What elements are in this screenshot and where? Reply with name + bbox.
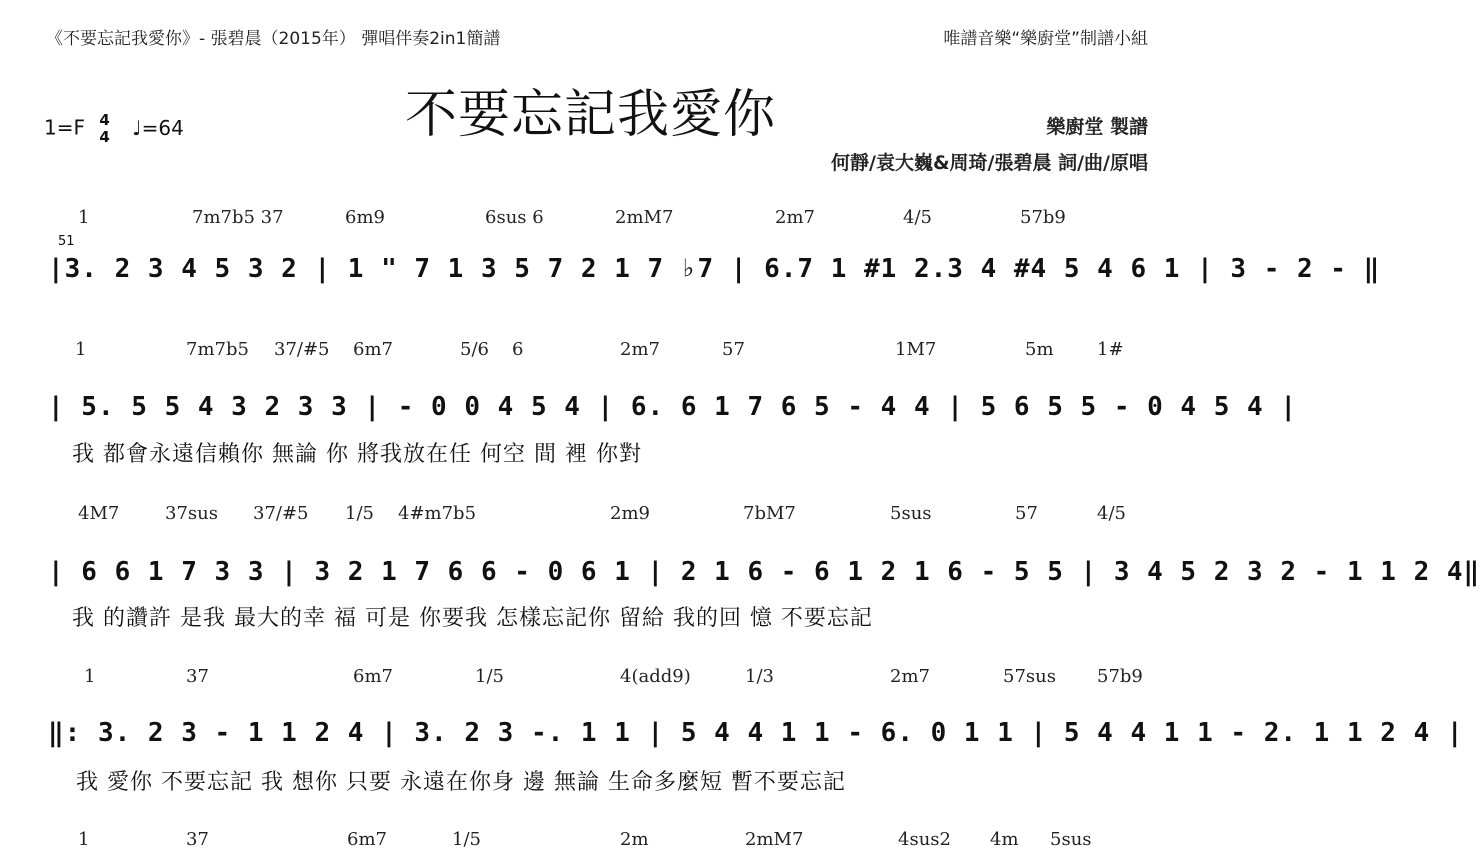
chord: 1# xyxy=(1097,339,1124,360)
chord: 6m9 xyxy=(345,207,385,228)
chord: 2m9 xyxy=(610,503,650,524)
authors-credit: 何靜/袁大巍&周琦/張碧晨 詞/曲/原唱 xyxy=(831,152,1148,174)
chord: 4(add9) xyxy=(620,666,691,687)
notation-line: ‖: 3. 2 3 - 1 1 2 4 | 3. 2 3 -. 1 1 | 5 4 4 1 1 - 6. 0 1 1 | 5 4 4 1 1 - 2. 1 1 2 4 | xyxy=(48,718,1464,748)
chord: 6m7 xyxy=(353,339,393,360)
chord: 2mM7 xyxy=(615,207,674,228)
chord: 7m7b5 37 xyxy=(192,207,284,228)
chord: 1/5 xyxy=(345,503,374,524)
chord: 4m xyxy=(990,829,1019,850)
chord: 6sus 6 xyxy=(485,207,544,228)
tempo: ♩=64 xyxy=(132,115,184,140)
time-top: 4 xyxy=(99,111,110,129)
lyrics-line: 我 都會永遠信賴你 無論 你 將我放在任 何空 間 裡 你對 xyxy=(72,442,642,467)
chord: 37sus xyxy=(165,503,218,524)
chord: 4#m7b5 xyxy=(398,503,477,524)
chord: 1/5 xyxy=(475,666,504,687)
chord: 7m7b5 xyxy=(186,339,249,360)
chord: 4sus2 xyxy=(898,829,951,850)
header-right-text: 唯譜音樂“樂廚堂”制譜小組 xyxy=(943,29,1148,49)
chord: 37 xyxy=(186,666,209,687)
maker-credit: 樂廚堂 製譜 xyxy=(1046,116,1148,138)
page-title: 不要忘記我愛你 xyxy=(405,85,777,145)
chord: 5sus xyxy=(890,503,932,524)
key-signature xyxy=(44,112,184,146)
header-left-text: 《不要忘記我愛你》- 張碧晨（2015年） 彈唱伴奏2in1簡譜 xyxy=(46,29,501,49)
chord: 1/5 xyxy=(452,829,481,850)
chord: 6m7 xyxy=(347,829,387,850)
chord: 2mM7 xyxy=(745,829,804,850)
chord: 4M7 xyxy=(78,503,120,524)
chord: 1M7 xyxy=(895,339,937,360)
chord: 2m7 xyxy=(775,207,815,228)
chord: 57b9 xyxy=(1097,666,1143,687)
chord: 1 xyxy=(84,666,96,687)
notation-line: | 5. 5 5 4 3 2 3 3 | - 0 0 4 5 4 | 6. 6 1 7 6 5 - 4 4 | 5 6 5 5 - 0 4 5 4 | xyxy=(48,392,1297,422)
lyrics-line: 我 愛你 不要忘記 我 想你 只要 永遠在你身 邊 無論 生命多麼短 暫不要忘記 xyxy=(76,770,846,795)
chord: 57 xyxy=(722,339,745,360)
notation-line: |3. 2 3 4 5 3 2 | 1 " 7 1 3 5 7 2 1 7 ♭7 | 6.7 1 #1 2.3 4 #4 5 4 6 1 | 3 - 2 - ‖ xyxy=(48,254,1381,284)
chord: 1 xyxy=(75,339,87,360)
chord: 5m xyxy=(1025,339,1054,360)
chord: 4/5 xyxy=(1097,503,1126,524)
chord: 4/5 xyxy=(903,207,932,228)
time-signature xyxy=(99,112,109,146)
chord: 2m7 xyxy=(890,666,930,687)
chord: 1 xyxy=(78,207,90,228)
chord: 37 xyxy=(186,829,209,850)
key-text: 1=F xyxy=(44,115,85,140)
measure-number: 51 xyxy=(58,234,75,249)
time-bottom: 4 xyxy=(99,128,110,146)
chord: 5/6 xyxy=(460,339,489,360)
chord: 37/#5 xyxy=(274,339,330,360)
chord: 2m7 xyxy=(620,339,660,360)
chord: 5sus xyxy=(1050,829,1092,850)
chord: 37/#5 xyxy=(253,503,309,524)
chord: 57b9 xyxy=(1020,207,1066,228)
chord: 1/3 xyxy=(745,666,774,687)
chord: 6 xyxy=(512,339,524,360)
chord: 57 xyxy=(1015,503,1038,524)
chord: 7bM7 xyxy=(743,503,796,524)
chord: 6m7 xyxy=(353,666,393,687)
chord: 2m xyxy=(620,829,649,850)
chord: 1 xyxy=(78,829,90,850)
lyrics-line: 我 的讚許 是我 最大的幸 福 可是 你要我 怎樣忘記你 留給 我的回 憶 不要忘記 xyxy=(72,606,873,631)
chord: 57sus xyxy=(1003,666,1056,687)
notation-line: | 6 6 1 7 3 3 | 3 2 1 7 6 6 - 0 6 1 | 2 1 6 - 6 1 2 1 6 - 5 5 | 3 4 5 2 3 2 - 1 1 2 4‖ xyxy=(48,557,1480,587)
